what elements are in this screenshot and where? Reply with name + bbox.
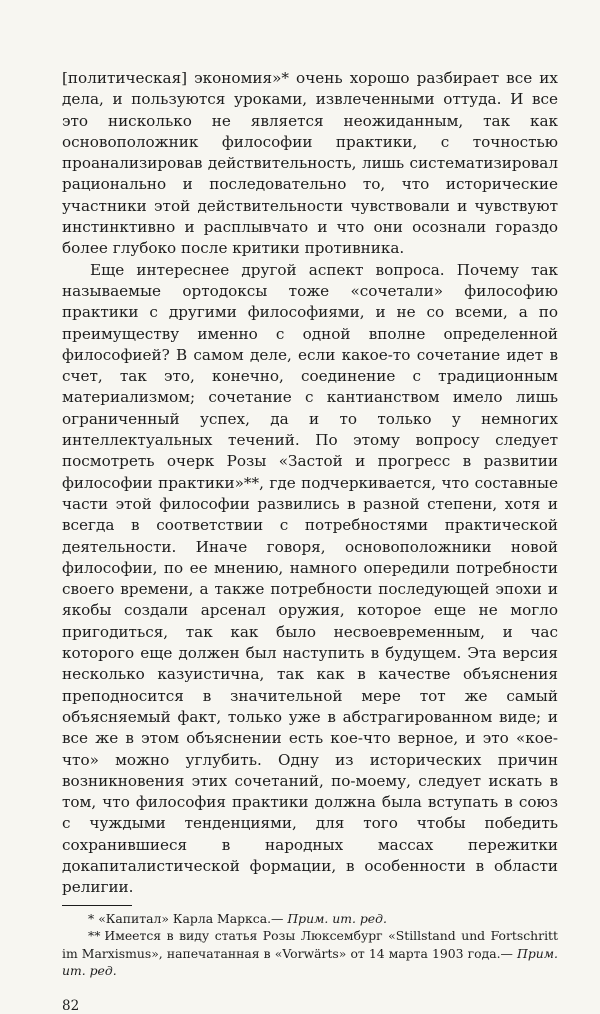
footnote-2	[62, 927, 558, 980]
page-number: 82	[62, 997, 80, 1014]
footnote-separator	[62, 905, 132, 906]
footnote-1-mark: *	[88, 910, 95, 926]
footnote-1	[62, 910, 558, 928]
footnote-1-editor-note: Прим. ит. ред.	[287, 910, 387, 926]
footnote-1-text: «Капитал» Карла Маркса.—	[98, 910, 284, 926]
body-paragraph-1: [политическая] экономия»* очень хорошо разбирает все их дела, и пользуются уроками, извлеченными оттуда. И все это нисколько не является неожиданным, так как основоположник философии практики, с точностью проанализировав действительность, лишь систематизировал рационально и последовательно то, что исторические участники этой действительности чувствовали и чувствуют инстинктивно и расплывчато и что они осознали гораздо более глубоко после критики противника.	[62, 69, 558, 258]
footnote-2-editor-note: Прим. ит. ред.	[62, 945, 558, 979]
footnote-2-text: Имеется в виду статья Розы Люксембург «Stillstand und Fortschritt im Marxismus», напечатанная в «Vorwärts» от 14 марта 1903 года.—	[62, 928, 558, 961]
footnote-2-mark: **	[88, 928, 101, 944]
body-paragraph-2: Еще интереснее другой аспект вопроса. Почему так называемые ортодоксы тоже «сочетали» философию практики с другими философиями, и не со всеми, а по преимуществу именно с одной вполне определенной философией? В самом деле, если какое-то сочетание идет в счет, так это, конечно, соединение с традиционным материализмом; сочетание с кантианством имело лишь ограниченный успех, да и то только у немногих интеллектуальных течений. По этому вопросу следует посмотреть очерк Розы «Застой и прогресс в развитии философии практики»**, где подчеркивается, что составные части этой философии развились в разной степени, хотя и всегда в соответствии с потребностями практической деятельности. Иначе говоря, основоположники новой философии, по ее мнению, намного опередили потребности своего времени, а также потребности последующей эпохи и якобы создали арсенал оружия, которое еще не могло пригодиться, так как было несвоевременным, и час которого еще должен был наступить в будущем. Эта версия несколько казуистична, так как в качестве объяснения преподносится в значительной мере тот же самый объясняемый факт, только уже в абстрагированном виде; и все же в этом объяснении есть кое-что верное, и это «кое-что» можно углубить. Одну из исторических причин возникновения этих сочетаний, по-моему, следует искать в том, что философия практики должна была вступать в союз с чуждыми тенденциями, для того чтобы победить сохранившиеся в народных массах пережитки докапиталистической формации, в особенности в области религии.	[62, 260, 558, 897]
book-page	[62, 68, 558, 1014]
